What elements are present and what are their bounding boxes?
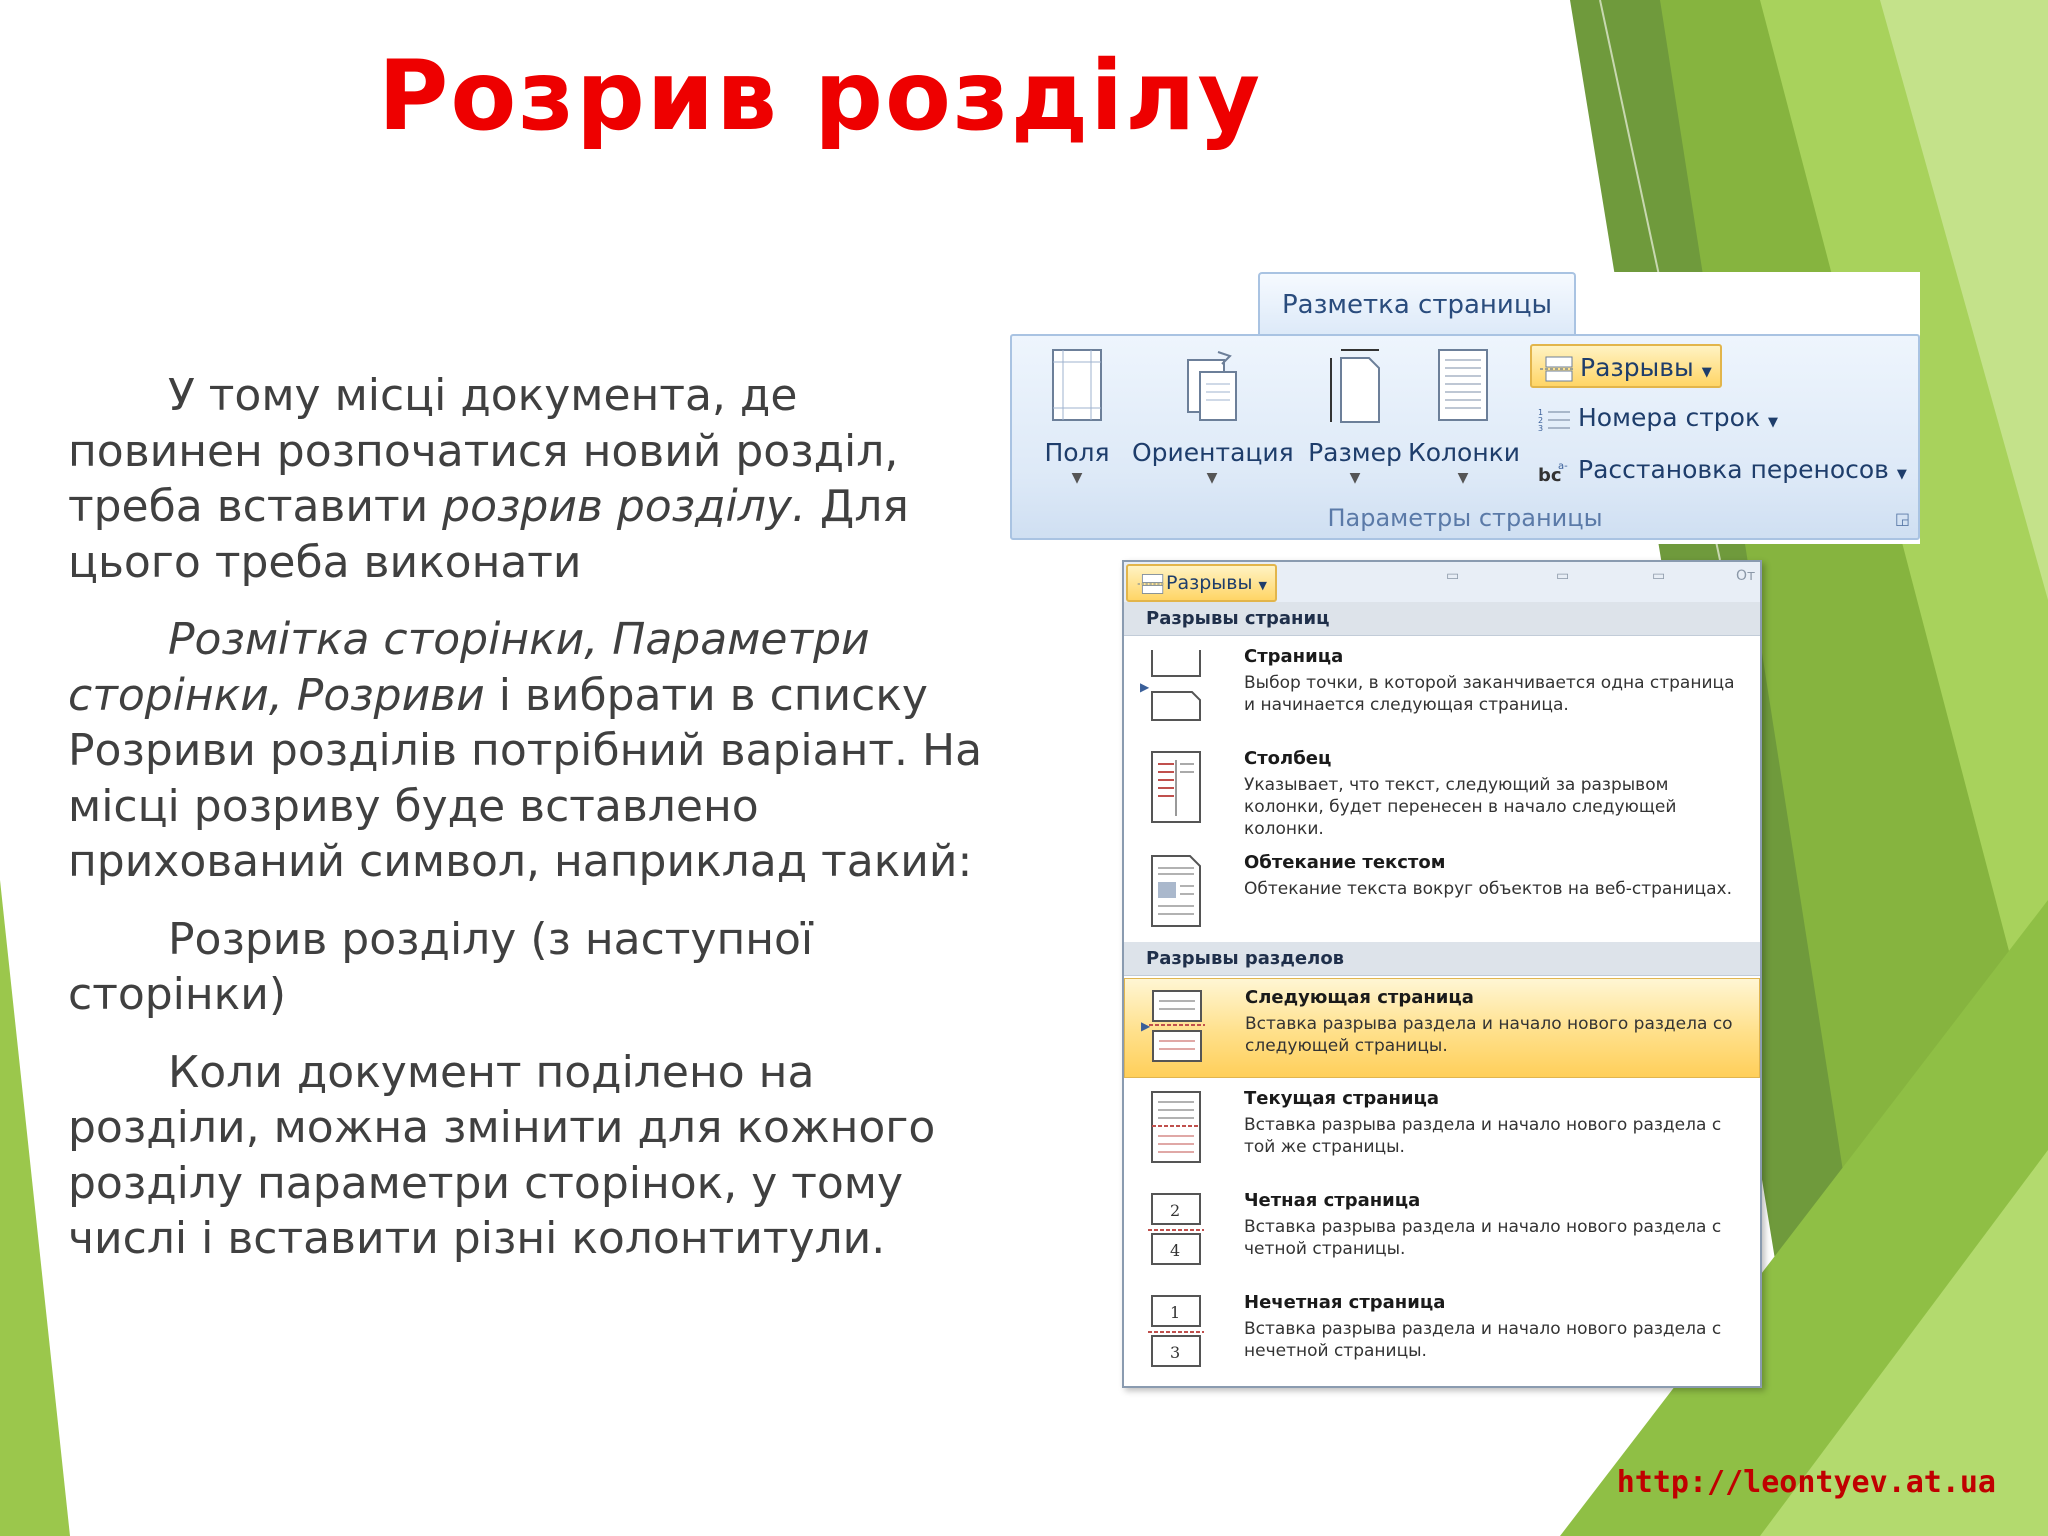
chevron-down-icon: ▼ bbox=[1349, 470, 1361, 486]
breaks-icon bbox=[1538, 355, 1576, 383]
odd-page-number-bottom: 3 bbox=[1170, 1343, 1181, 1362]
columns-button[interactable]: Колонки ▼ bbox=[1408, 346, 1518, 488]
svg-text:bc: bc bbox=[1538, 465, 1562, 485]
menu-item-text-wrapping[interactable]: Обтекание текстом Обтекание текста вокруг объектов на веб-страницах. bbox=[1124, 844, 1760, 942]
text-wrapping-icon bbox=[1146, 854, 1206, 928]
size-button[interactable]: Размер ▼ bbox=[1300, 346, 1410, 488]
menu-item-page[interactable]: ▶ Страница Выбор точки, в которой заканчивается одна страница и начинается следующая страница. bbox=[1124, 638, 1760, 740]
chevron-down-icon: ▼ bbox=[1071, 470, 1083, 486]
svg-text:2: 2 bbox=[1538, 416, 1544, 425]
page-icon: ▭ bbox=[1446, 568, 1460, 584]
slide-body bbox=[68, 368, 998, 1289]
chevron-down-icon: ▼ bbox=[1457, 470, 1469, 486]
ghost-tab-label: От bbox=[1736, 568, 1756, 584]
breaks-menu-button[interactable]: Разрывы ▼ bbox=[1126, 564, 1277, 602]
page-breaks-header: Разрывы страниц bbox=[1124, 602, 1760, 636]
dialog-launcher-icon[interactable]: ◲ bbox=[1894, 509, 1910, 528]
breaks-icon bbox=[1136, 573, 1166, 595]
menu-item-column[interactable]: Столбец Указывает, что текст, следующий за разрывом колонки, будет перенесен в начало следующей колонки. bbox=[1124, 740, 1760, 844]
orientation-button[interactable]: Ориентация ▼ bbox=[1132, 346, 1292, 488]
svg-text:3: 3 bbox=[1538, 424, 1544, 433]
menu-item-even-page[interactable]: 2 4 Четная страница Вставка разрыва раздела и начало нового раздела с четной страницы. bbox=[1124, 1182, 1760, 1284]
paragraph-4: Коли документ поділено на розділи, можна змінити для кожного розділу параметри сторінок, у тому числі і вставити різні колонтитули. bbox=[68, 1046, 936, 1264]
continuous-section-break-icon bbox=[1146, 1090, 1206, 1164]
chevron-down-icon: ▼ bbox=[1768, 415, 1778, 430]
hyphenation-button[interactable]: bc a- Расстановка переносов ▼ bbox=[1538, 455, 1907, 485]
paragraph-1: У тому місці документа, де повинен розпочатися новий розділ, треба вставити розрив розділу. Для цього треба виконати bbox=[68, 370, 909, 588]
breaks-dropdown-menu bbox=[1122, 560, 1762, 1388]
line-numbers-icon bbox=[1536, 405, 1574, 433]
page-size-icon bbox=[1325, 346, 1385, 426]
menu-item-next-page[interactable]: ▶ Следующая страница Вставка разрыва раздела и начало нового раздела со следующей страницы. bbox=[1124, 978, 1760, 1078]
paragraph-3: Розрив розділу (з наступної сторінки) bbox=[68, 913, 814, 1020]
section-breaks-header: Разрывы разделов bbox=[1124, 942, 1760, 976]
svg-text:a-: a- bbox=[1558, 461, 1568, 472]
ribbon-screenshot bbox=[1006, 272, 1920, 544]
page-icon: ▭ bbox=[1556, 568, 1570, 584]
pointer-arrow-icon: ▶ bbox=[1140, 680, 1150, 694]
tab-page-layout[interactable]: Разметка страницы bbox=[1258, 272, 1576, 336]
margins-button[interactable]: Поля ▼ bbox=[1022, 346, 1132, 488]
ribbon-panel bbox=[1010, 334, 1920, 540]
orientation-icon bbox=[1182, 346, 1242, 426]
page-break-icon bbox=[1146, 648, 1206, 722]
chevron-down-icon: ▼ bbox=[1896, 467, 1907, 482]
breaks-button[interactable]: Разрывы ▼ bbox=[1530, 344, 1722, 388]
page-icon: ▭ bbox=[1652, 568, 1666, 584]
paragraph-2: Розмітка сторінки, Параметри сторінки, Розриви і вибрати в списку Розриви розділів потрібний варіант. На місці розриву буде вставлено прихований символ, наприклад такий: bbox=[68, 614, 983, 887]
odd-page-number-top: 1 bbox=[1170, 1303, 1181, 1322]
even-page-section-break-icon bbox=[1146, 1192, 1206, 1266]
group-label-page-setup: Параметры страницы bbox=[1327, 504, 1603, 532]
svg-text:1: 1 bbox=[1538, 408, 1544, 417]
menu-item-odd-page[interactable]: 1 3 Нечетная страница Вставка разрыва раздела и начало нового раздела с нечетной страницы. bbox=[1124, 1284, 1760, 1386]
chevron-down-icon: ▼ bbox=[1206, 470, 1218, 486]
even-page-number-top: 2 bbox=[1170, 1201, 1181, 1220]
column-break-icon bbox=[1146, 750, 1206, 824]
chevron-down-icon: ▼ bbox=[1701, 365, 1712, 380]
menu-item-current-page[interactable]: Текущая страница Вставка разрыва раздела и начало нового раздела с той же страницы. bbox=[1124, 1080, 1760, 1182]
columns-icon bbox=[1433, 346, 1493, 426]
footer-link[interactable]: http://leontyev.at.ua bbox=[1616, 1465, 1996, 1500]
slide-title: Розрив розділу bbox=[377, 40, 1263, 152]
hyphenation-icon bbox=[1536, 457, 1574, 485]
menu-toolbar-strip bbox=[1124, 562, 1760, 603]
chevron-down-icon: ▼ bbox=[1258, 579, 1267, 592]
margins-icon bbox=[1047, 346, 1107, 426]
next-page-section-break-icon bbox=[1147, 989, 1207, 1063]
odd-page-section-break-icon bbox=[1146, 1294, 1206, 1368]
pointer-arrow-icon: ▶ bbox=[1141, 1019, 1151, 1033]
even-page-number-bottom: 4 bbox=[1170, 1241, 1181, 1260]
line-numbers-button[interactable]: 1 2 3 Номера строк ▼ bbox=[1538, 403, 1778, 433]
